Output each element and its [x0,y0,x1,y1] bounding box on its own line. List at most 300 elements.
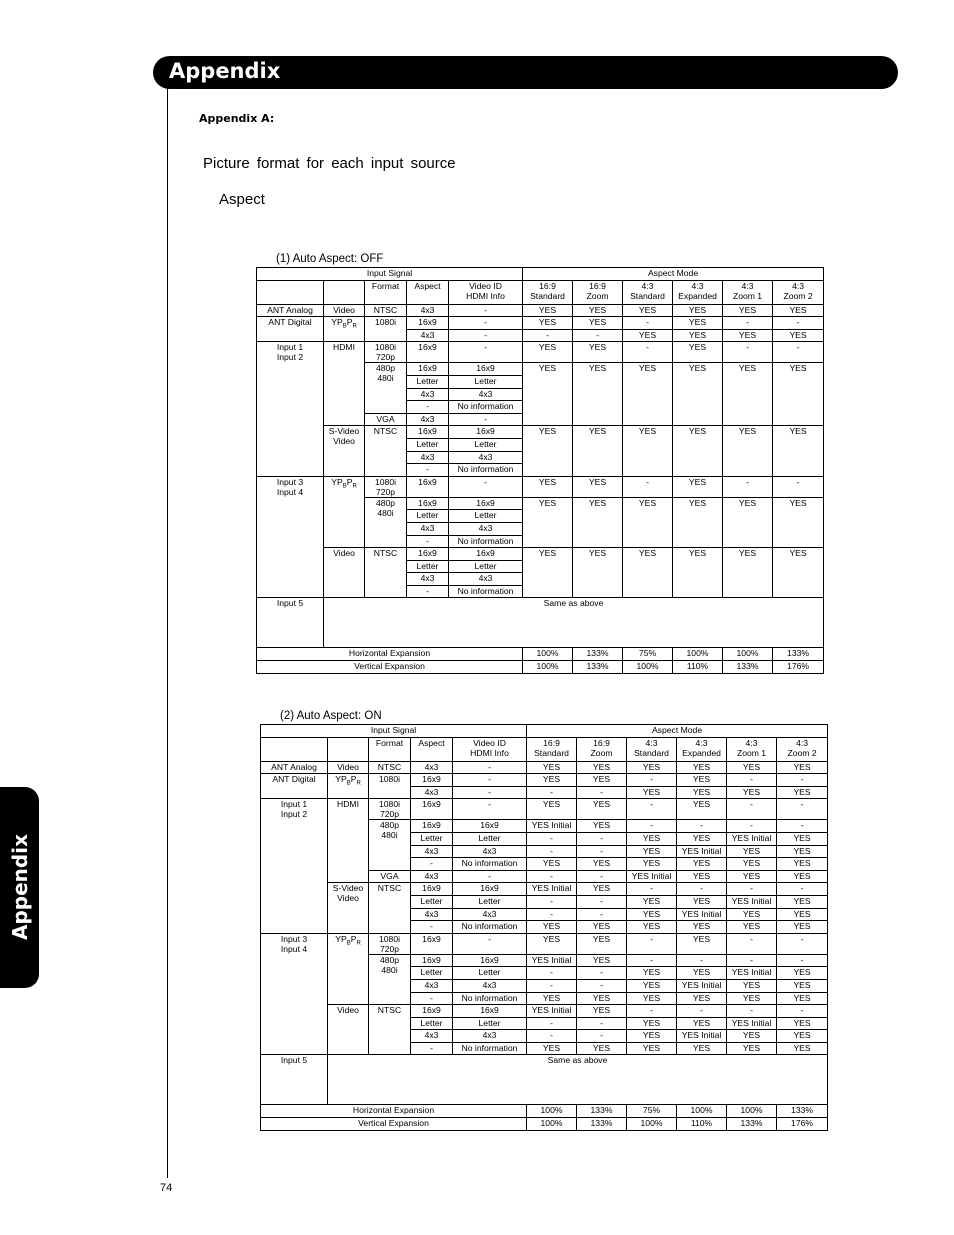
aspect-cell [407,342,449,363]
signal-type-cell [324,476,365,547]
video-id-cell [453,954,527,967]
cell-text: 75% [638,648,657,659]
horizontal-expansion-row [257,648,824,661]
mode-cell [527,933,577,954]
cell-text: Zoom 2 [783,290,813,301]
aspect-mode-header [527,725,828,738]
format-cell [365,426,407,476]
cell-text: 4x3 [420,329,435,340]
aspect-table-auto-off [256,267,824,674]
aspect-cell [407,304,449,317]
cell-text: YES Initial [531,1005,572,1016]
cell-text: 16x9 [480,1005,499,1016]
aspect-cell [407,560,449,573]
cell-text: - [426,464,429,475]
format-cell [365,342,407,363]
format-cell [369,954,411,1004]
aspect-table-auto-on [260,724,828,1131]
cell-text: 100% [736,648,759,659]
mode-cell [777,979,828,992]
header-row [261,737,828,761]
cell-text: Input Signal [370,725,417,735]
cell-text: Input 1 [280,799,308,810]
cell-text: YES [638,497,657,508]
mode-cell [627,1030,677,1043]
mode-cell [727,967,777,980]
cell-text: No information [457,464,514,475]
mode-cell [623,317,673,330]
cell-text: Horizontal Expansion [352,1105,435,1116]
cell-text: 4x3 [424,761,439,772]
cell-text: Aspect Mode [651,725,703,735]
mode-cell [677,908,727,921]
side-tab [0,787,39,988]
video-id-cell [453,799,527,820]
cell-text: 4x3 [420,451,435,462]
input5-row [257,598,824,648]
cell-text: $YP_BP_R$ [335,774,361,787]
signal-type-cell [328,1005,369,1055]
cell-text: - [746,342,749,353]
format-cell [365,304,407,317]
expansion-value [677,1105,727,1118]
cell-text: YES [692,858,711,869]
cell-text: YES [793,832,811,843]
appendix-banner [153,56,898,89]
mode-cell [527,858,577,871]
cell-text: 16x9 [476,426,495,437]
mode-cell [573,304,623,317]
mode-cell [727,992,777,1005]
mode-cell [527,967,577,980]
mode-cell [727,883,777,896]
mode-cell [627,820,677,833]
cell-text: YES [692,832,711,843]
cell-text: HDMI Info [470,747,509,758]
mode-cell [623,476,673,497]
mode-cell [727,799,777,820]
mode-cell [573,363,623,426]
mode-cell [577,799,627,820]
mode-cell [727,933,777,954]
cell-text: Input Signal [366,268,413,278]
mode-cell [773,426,824,476]
cell-text: YES [688,497,707,508]
format-cell [365,476,407,497]
blank-header-cell [261,737,328,761]
video-id-cell [449,476,523,497]
cell-text: YES [542,933,561,944]
cell-text: Horizontal Expansion [348,648,431,659]
cell-text: - [646,476,649,487]
cell-text: 4:3 [645,737,658,748]
cell-text: HDMI [337,799,359,810]
mode-cell [523,304,573,317]
cell-text: Standard [530,290,565,301]
video-id-cell [453,832,527,845]
video-id-cell [453,786,527,799]
aspect-mode-header-cell [577,737,627,761]
mode-cell [627,799,677,820]
cell-text: - [484,413,487,424]
cell-text: - [750,1005,753,1016]
cell-text: YES [793,858,811,869]
expansion-value [623,661,673,674]
cell-text: 4x3 [424,786,439,797]
format-cell [365,548,407,598]
blank-header-cell [324,280,365,304]
aspect-cell [407,426,449,439]
mode-cell [777,992,828,1005]
cell-text: YES [742,908,761,919]
section-heading: Picture format for each input source [203,155,456,172]
cell-text: YES [588,317,607,328]
cell-text: YES [642,1042,661,1053]
mode-cell [677,883,727,896]
expansion-value [673,661,723,674]
cell-text: YES [642,921,661,932]
cell-text: NTSC [377,761,402,772]
cell-text: - [650,883,653,894]
video-id-cell [453,1017,527,1030]
cell-text: YES [742,845,761,856]
mode-cell [777,1017,828,1030]
format-header [369,737,411,761]
cell-text: YES [789,548,807,559]
cell-text: YES [738,426,757,437]
cell-text: YES [642,845,661,856]
mode-cell [773,317,824,330]
cell-text: - [596,329,599,340]
expansion-value [727,1118,777,1131]
cell-text: 4x3 [478,573,493,584]
cell-text: - [550,1030,553,1041]
cell-text: YES [793,921,811,932]
mode-cell [777,786,828,799]
mode-cell [573,548,623,598]
mode-cell [773,476,824,497]
cell-text: YES [742,979,761,990]
header-row [261,725,828,738]
mode-cell [577,1042,627,1055]
video-id-cell [449,304,523,317]
cell-text: YES [588,363,607,374]
expansion-value [773,661,824,674]
cell-text: - [550,832,553,843]
cell-text: YES [642,895,661,906]
mode-cell [773,548,824,598]
mode-cell [527,799,577,820]
cell-text: 100% [686,648,709,659]
cell-text: Video [333,548,355,559]
aspect-cell [407,497,449,510]
cell-text: YES [642,979,661,990]
cell-text: Letter [420,832,443,843]
video-id-cell [453,1030,527,1043]
table-row [257,342,824,363]
cell-text: YES [742,858,761,869]
mode-cell [677,1042,727,1055]
margin-rule [167,88,168,1178]
cell-text: 110% [690,1118,713,1129]
cell-text: S-Video [332,883,364,894]
aspect-cell [407,573,449,586]
cell-text: YES [588,497,607,508]
cell-text: - [484,329,487,340]
mode-cell [727,908,777,921]
mode-cell [673,363,723,426]
aspect-mode-header-cell [627,737,677,761]
cell-text: - [700,883,703,894]
format-cell [365,317,407,342]
cell-text: 480i [381,830,398,841]
cell-text: Aspect [414,280,441,291]
cell-text: - [550,895,553,906]
mode-cell [523,363,573,426]
cell-text: YES [793,967,811,978]
cell-text: YES [538,363,557,374]
cell-text: Expanded [682,747,721,758]
cell-text: YES [793,992,811,1003]
cell-text: - [800,1005,804,1016]
cell-text: 4:3 [691,280,704,291]
cell-text: YES [542,992,561,1003]
aspect-cell [411,921,453,934]
cell-text: 16x9 [422,883,441,894]
cell-text: 100% [540,1105,563,1116]
cell-text: Video [337,1005,359,1016]
mode-cell [527,774,577,787]
cell-text: - [750,799,753,810]
mode-cell [523,497,573,547]
cell-text: 4x3 [424,870,439,881]
aspect-cell [411,761,453,774]
cell-text: YES [793,908,811,919]
cell-text: - [600,870,603,881]
cell-text: - [600,967,603,978]
video-id-cell [449,401,523,414]
mode-cell [727,858,777,871]
cell-text: - [796,476,800,487]
video-id-cell [453,908,527,921]
cell-text: Letter [416,510,439,521]
cell-text: YES [592,1042,611,1053]
video-id-cell [453,979,527,992]
aspect-cell [411,845,453,858]
expansion-value [573,661,623,674]
cell-text: - [650,933,653,944]
video-id-cell [449,375,523,388]
video-id-cell [449,573,523,586]
cell-text: NTSC [377,1005,402,1016]
cell-text: 133% [590,1118,613,1129]
aspect-cell [411,954,453,967]
cell-text: 480i [381,964,398,975]
mode-cell [623,329,673,342]
cell-text: - [700,954,703,965]
cell-text: - [550,870,553,881]
cell-text: YES [538,548,557,559]
mode-cell [777,883,828,896]
cell-text: YES [692,933,711,944]
cell-text: YES [789,304,807,315]
expansion-value [577,1118,627,1131]
mode-cell [727,954,777,967]
cell-text: YES [688,548,707,559]
format-cell [365,413,407,426]
cell-text: YES [542,921,561,932]
cell-text: HDMI Info [466,290,505,301]
input-source-cell [261,1055,328,1105]
mode-cell [527,870,577,883]
cell-text: - [600,786,603,797]
cell-text: - [750,774,753,785]
cell-text: - [550,845,553,856]
cell-text: YES [588,476,607,487]
mode-cell [527,921,577,934]
cell-text: NTSC [373,426,398,437]
mode-cell [623,497,673,547]
cell-text: YES [688,476,707,487]
cell-text: - [484,476,487,487]
table-row [261,883,828,896]
cell-text: Letter [420,967,443,978]
cell-text: 176% [791,1118,814,1129]
mode-cell [673,476,723,497]
cell-text: - [488,761,491,772]
mode-cell [777,1042,828,1055]
cell-text: 16x9 [418,363,437,374]
cell-text: YES Initial [531,883,572,894]
cell-text: - [600,832,603,843]
cell-text: Letter [416,560,439,571]
aspect-cell [407,438,449,451]
cell-text: YES [592,761,611,772]
mode-cell [727,832,777,845]
cell-text: Input 2 [276,352,304,363]
cell-text: - [600,845,603,856]
cell-text: 133% [791,1105,814,1116]
cell-text: YES [793,1030,811,1041]
signal-type-cell [328,883,369,933]
cell-text: YES [692,774,711,785]
cell-text: YES [642,832,661,843]
mode-cell [577,870,627,883]
cell-text: Video [333,436,355,447]
cell-text: 16x9 [418,342,437,353]
table-row [257,317,824,330]
cell-text: 720p [379,943,400,954]
cell-text: - [800,774,804,785]
aspect-cell [407,476,449,497]
cell-text: - [430,1042,433,1053]
expansion-value [523,648,573,661]
cell-text: - [796,342,800,353]
aspect-mode-header-cell [723,280,773,304]
mode-cell [523,342,573,363]
cell-text: YES [742,786,761,797]
video-id-cell [449,438,523,451]
page-number: 74 [160,1182,173,1194]
mode-cell [523,426,573,476]
video-id-header [449,280,523,304]
cell-text: 100% [740,1105,763,1116]
aspect-cell [411,870,453,883]
video-id-cell [449,342,523,363]
cell-text: No information [457,401,514,412]
mode-cell [677,1030,727,1043]
input-source-cell [261,761,328,774]
mode-cell [677,761,727,774]
mode-cell [723,342,773,363]
mode-cell [577,967,627,980]
cell-text: YES [793,1017,811,1028]
format-cell [369,883,411,933]
mode-cell [677,774,727,787]
mode-cell [627,774,677,787]
mode-cell [527,1005,577,1018]
cell-text: - [430,858,433,869]
mode-cell [677,858,727,871]
mode-cell [577,933,627,954]
mode-cell [777,895,828,908]
expansion-value [623,648,673,661]
mode-cell [627,858,677,871]
cell-text: 4x3 [424,908,439,919]
aspect-cell [411,832,453,845]
cell-text: YES [588,548,607,559]
mode-cell [673,317,723,330]
video-id-cell [449,522,523,535]
mode-cell [573,317,623,330]
cell-text: YES [742,1042,761,1053]
format-cell [369,799,411,820]
mode-cell [527,883,577,896]
mode-cell [773,342,824,363]
aspect-cell [407,317,449,330]
cell-text: 133% [586,648,609,659]
cell-text: YES [738,304,757,315]
mode-cell [523,476,573,497]
mode-cell [527,1017,577,1030]
mode-cell [527,895,577,908]
mode-cell [677,845,727,858]
cell-text: 720p [375,352,396,363]
cell-text: Letter [474,510,497,521]
input-source-cell [257,317,324,342]
video-id-cell [449,451,523,464]
cell-text: Letter [420,1017,443,1028]
format-cell [365,497,407,547]
cell-text: YES [738,329,757,340]
aspect-cell [407,401,449,414]
cell-text: Aspect [418,737,445,748]
cell-text: YES [638,329,657,340]
same-as-above-cell [324,598,824,648]
mode-cell [623,304,673,317]
mode-cell [577,820,627,833]
table-row [261,1005,828,1018]
table-row [261,933,828,954]
cell-text: 16x9 [480,954,499,965]
expansion-value [677,1118,727,1131]
mode-cell [627,921,677,934]
cell-text: YES [789,497,807,508]
input-source-cell [257,598,324,648]
cell-text: 133% [736,661,759,672]
cell-text: Zoom [586,290,609,301]
cell-text: YES [793,786,811,797]
